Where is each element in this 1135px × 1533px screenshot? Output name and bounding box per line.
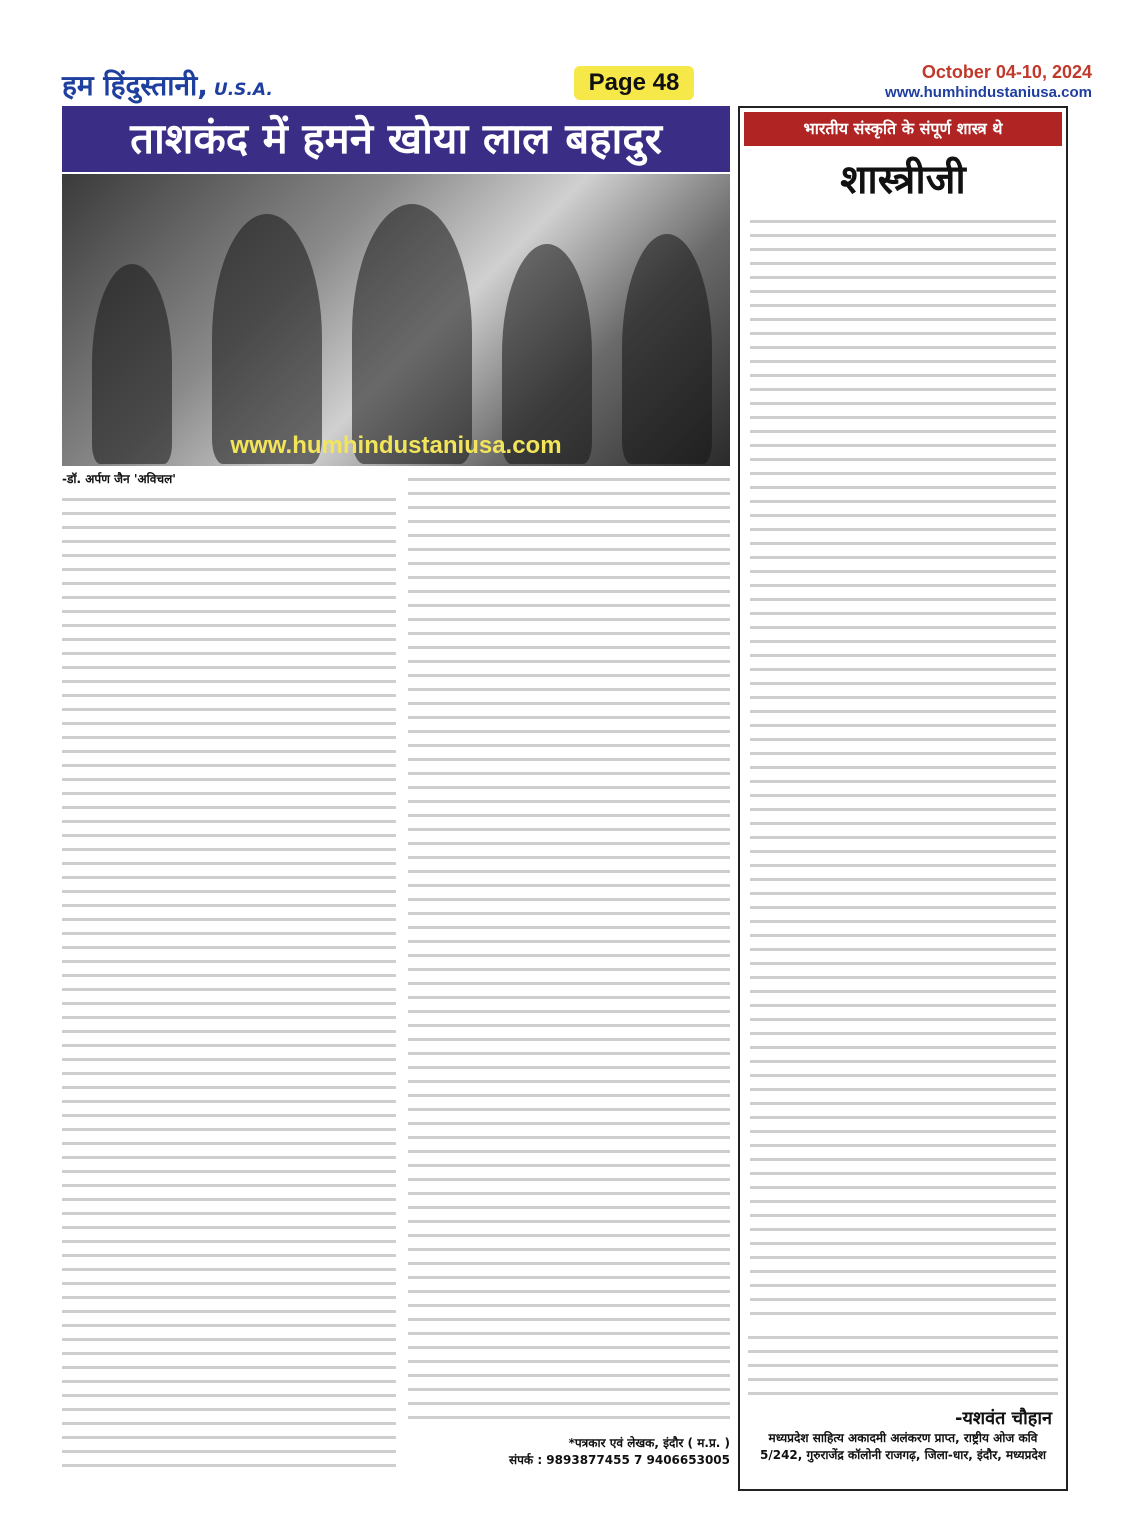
- masthead: [62, 60, 1092, 100]
- photo-watermark: www.humhindustaniusa.com: [230, 432, 562, 459]
- author-note: *पत्रकार एवं लेखक, इंदौर ( म.प्र. ): [568, 1436, 730, 1450]
- sidebar-address: मध्यप्रदेश साहित्य अकादमी अलंकरण प्राप्त, राष्ट्रीय ओज कवि 5/242, गुरुराजेंद्र कॉलोनी राजगढ़, जिला-धार, इंदौर, मध्यप्रदेश: [760, 1431, 1046, 1462]
- article-photo: [62, 174, 730, 466]
- sidebar-verse: [748, 1328, 1058, 1398]
- article-headline: ताशकंद में हमने खोया लाल बहादुर: [62, 106, 730, 172]
- masthead-region: U.S.A.: [213, 80, 273, 100]
- article-byline: -डॉ. अर्पण जैन 'अविचल': [62, 472, 176, 486]
- website-link[interactable]: www.humhindustaniusa.com: [885, 84, 1092, 101]
- page-number-badge: Page 48: [574, 66, 694, 100]
- author-contact: संपर्क : 9893877455 7 9406653005: [509, 1453, 730, 1467]
- article-body-column-2: [408, 470, 730, 1428]
- article-body-column-1: [62, 490, 396, 1472]
- sidebar-signature: -यशवंत चौहान: [955, 1408, 1052, 1429]
- masthead-title: हम हिंदुस्तानी, U.S.A.: [62, 69, 273, 102]
- issue-date: October 04-10, 2024: [921, 62, 1092, 82]
- sidebar-title: शास्त्रीजी: [840, 157, 966, 203]
- sidebar-banner: भारतीय संस्कृति के संपूर्ण शास्त्र थे: [744, 112, 1062, 146]
- sidebar-body-text: [750, 212, 1056, 1316]
- sidebar-article: [738, 106, 1068, 1491]
